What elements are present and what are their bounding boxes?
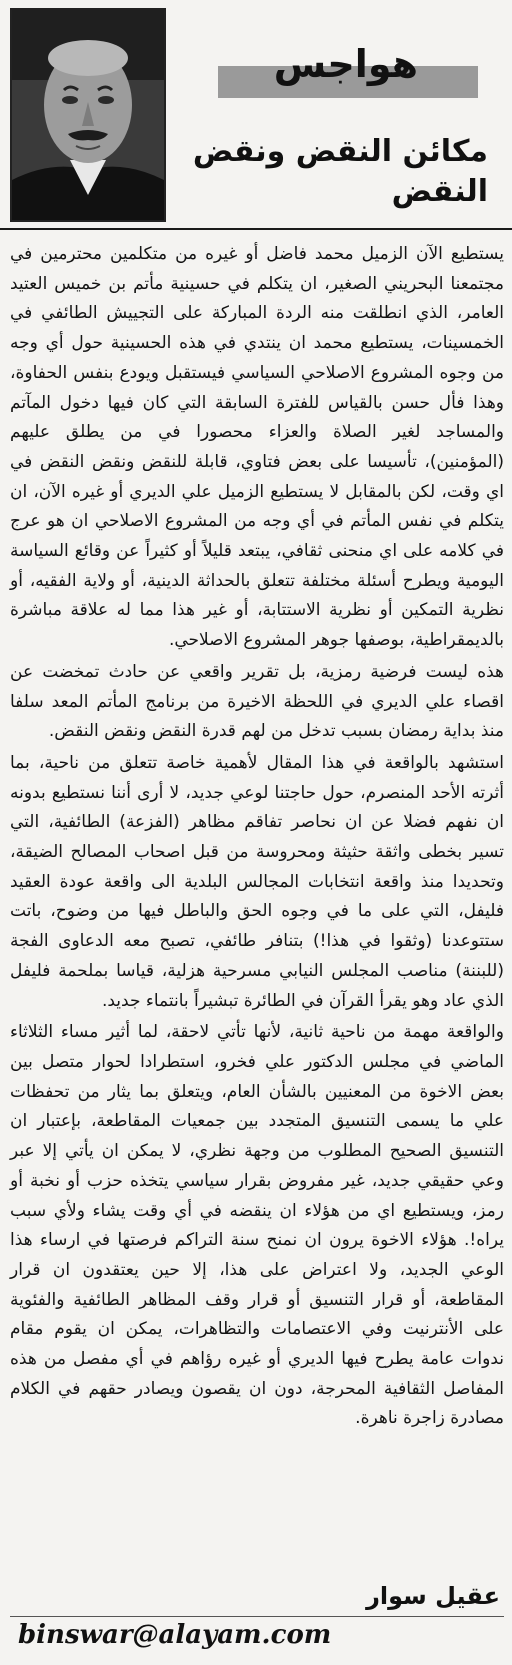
- column-header: [0, 0, 512, 230]
- author-name: عقيل سوار: [366, 1582, 500, 1610]
- column-kicker: [218, 38, 478, 102]
- article-body: [10, 240, 504, 1436]
- signature-divider: [10, 1616, 504, 1617]
- author-email: binswar@alayam.com: [18, 1620, 332, 1650]
- kicker-title: هواجس: [273, 42, 418, 86]
- author-portrait-image: [12, 10, 164, 220]
- author-photo: [10, 8, 166, 222]
- article-headline: مكائن النقض ونقض النقض: [192, 134, 488, 209]
- article-paragraph: والواقعة مهمة من ناحية ثانية، لأنها تأتي لاحقة، لما أثير مساء الثلاثاء الماضي في مجلس الدكتور علي فخرو، استطرادا لحوار متصل بين بعض الاخوة من المعنيين بالشأن العام، ويتعلق بما يثار من تحفظات علي ما يسمى التنسيق المتجدد بين جمعيات المقاطعة، بإعتبار ان التنسيق الصحيح المطلوب من وجهة نظري، لا يمكن ان يأتي إلا عبر وعي حقيقي جديد، غير مفروض بقرار سياسي يتخذه حزب أو نخبة أو رمز، ويستطيع اي من هؤلاء ان ينقضه في أي وقت يشاء ولأي سبب يراه!. هؤلاء الاخوة يرون ان نمنح سنة التراكم فرصتها في ارساء هذا الوعي الجديد، ولا اعتراض على هذا، إلا حين يعتقدون ان قرار المقاطعة، أو قرار التنسيق أو قرار وقف المظاهر الطائفية والفئوية على الأنترنيت وفي الاعتصامات والتظاهرات، يمكن ان يقوم مقام ندوات عامة يطرح فيها الديري أو غيره رؤاهم في أي مفصل من هذه المفاصل الثقافية المحرجة، دون ان يقصون ويصادر حقهم في الكلام مصادرة زاجرة ناهرة.: [10, 1022, 504, 1429]
- article-paragraph: يستطيع الآن الزميل محمد فاضل أو غيره من متكلمين محترمين في مجتمعنا البحريني الصغير، ان يتكلم في حسينية مأتم بن خميس العتيد العامر، الذي انطلقت منه الردة المباركة على التجييش الطائفي في الخمسينات، يستطيع محمد ان ينتدي في هذه الحسينية حول أي وجه من وجوه المشروع الاصلاحي السياسي فيستقبل ويودع بنفس الحفاوة، وهذا فأل حسن بالقياس للفترة السابقة التي كان فيها دخول المآتم والمساجد لغير الصلاة والعزاء محصورا في من يطلق عليهم (المؤمنين)، تأسيسا على بعض فتاوي، قابلة للنقض ونقض النقض في اي وقت، لكن بالمقابل لا يستطيع الزميل علي الديري أو غيره الآن، ان يتكلم في نفس المأتم في أي وجه من المشروع الاصلاحي ان هو عرج في كلامه على اي منحنى ثقافي، يبتعد قليلاً أو كثيراً عن وقائع السياسة اليومية ويطرح أسئلة مختلفة تتعلق بالحداثة الدينية، أو ولاية الفقيه، أو نظرية التمكين أو نظرية الاستتابة، أو غير هذا مما له علاقة مباشرة بالديمقراطية، بوصفها جوهر المشروع الاصلاحي.: [10, 244, 504, 651]
- article-paragraph: استشهد بالواقعة في هذا المقال لأهمية خاصة تتعلق من ناحية، بما أثرته الأحد المنصرم، حول حاجتنا لوعي جديد، لا أرى أننا نستطيع بدونه ان نفهم فضلا عن ان نحاصر تفاقم مظاهر (الفزعة) الطائفية، التي تسير بخطى واثقة حثيثة ومحروسة من قبل اصحاب المصالح الضيقة، وتحديدا منذ واقعة انتخابات المجالس البلدية الى واقعة عودة العقيد فليفل، التي على ما في وجوه الحق والباطل فيها من وضوح، باتت ستتوعدنا (وثقوا في هذا!) بتنافر طائفي، تصبح معه الدعاوى الفجة (للبننة) مناصب المجلس النيابي مسرحية هزلية، قياسا بملحمة فليفل الذي عاد وهو يقرأ القرآن في الطائرة تبشيراً بانتماء جديد.: [10, 752, 504, 1011]
- article-paragraph: هذه ليست فرضية رمزية، بل تقرير واقعي عن حادث تمخضت عن اقصاء علي الديري في اللحظة الاخيرة من برنامج المأتم المعد سلفا منذ بداية رمضان بسبب تدخل من لهم قدرة النقض ونقض النقض.: [10, 661, 504, 742]
